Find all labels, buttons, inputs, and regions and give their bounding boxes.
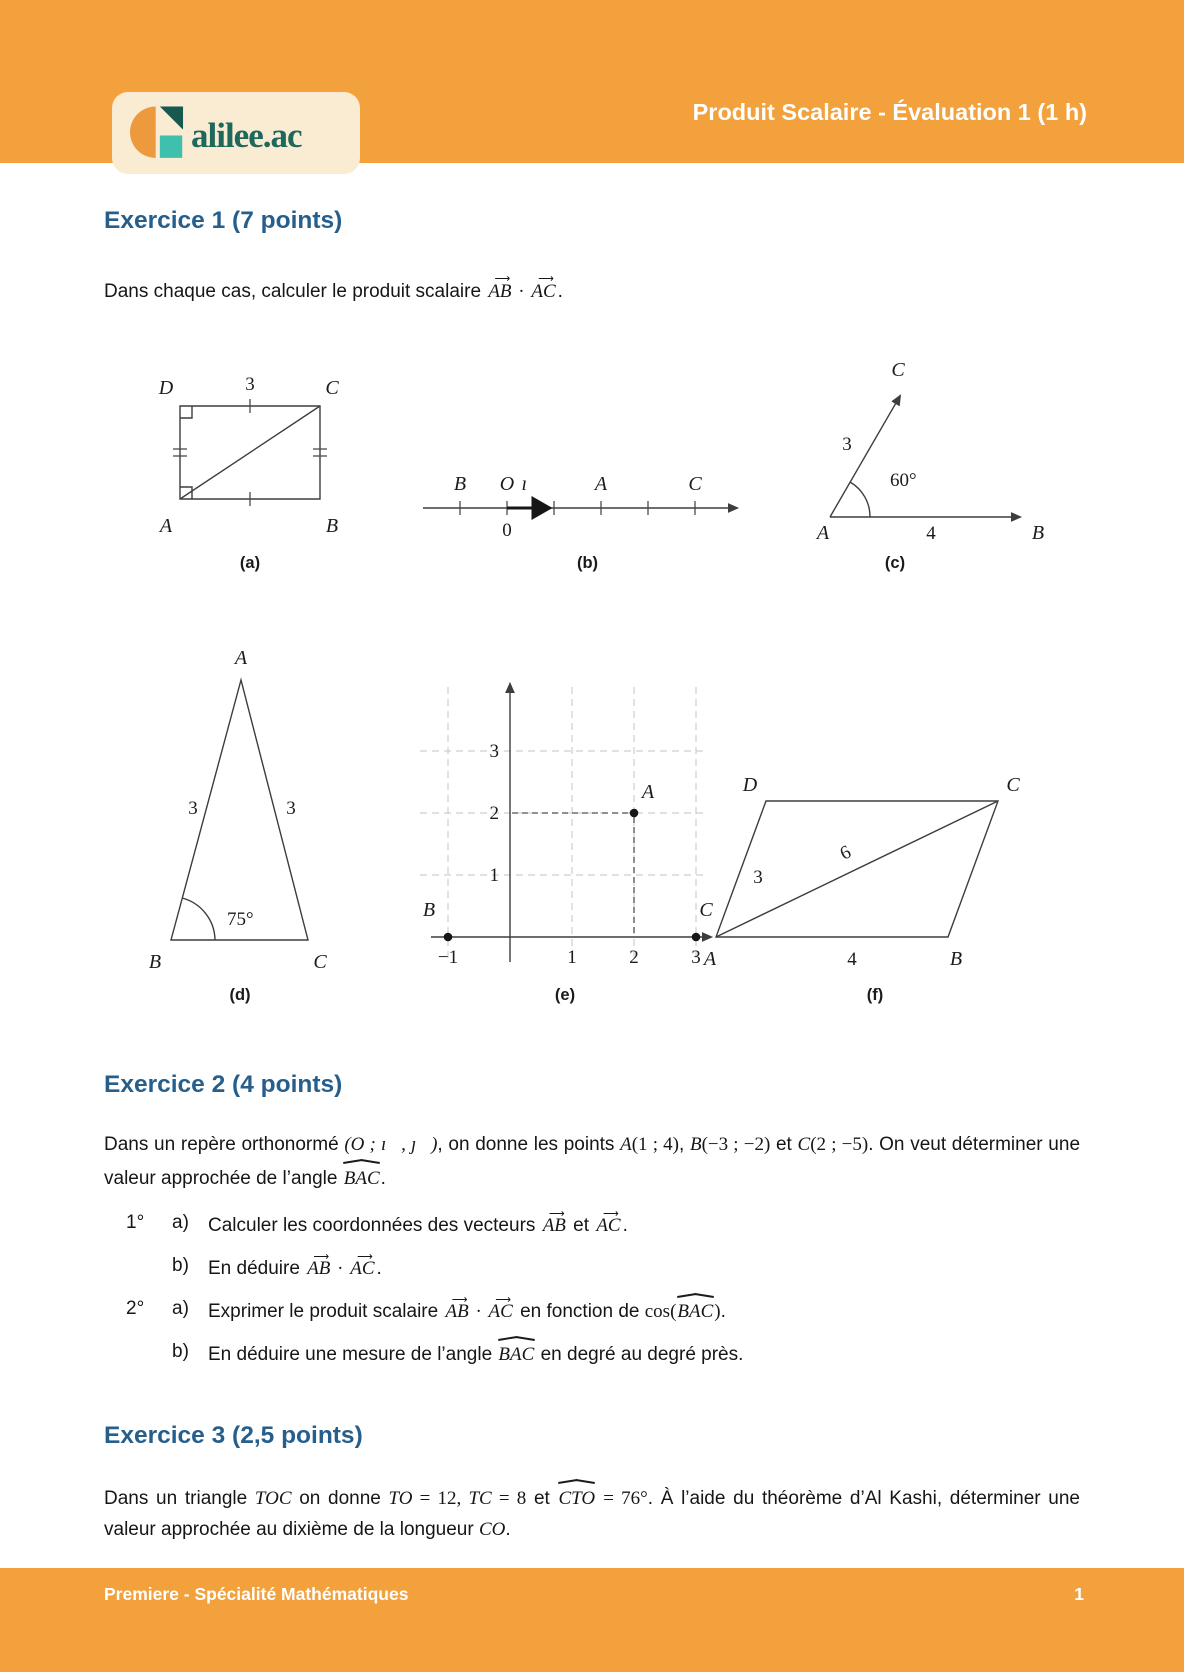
point-label-b: B — [325, 515, 339, 537]
length-label-right-3: 3 — [285, 798, 296, 819]
x-tick-minus1: −1 — [437, 947, 459, 968]
length-label-3: 3 — [753, 867, 763, 888]
figure-e-axes — [431, 684, 711, 962]
figure-a-lines — [180, 406, 320, 499]
figures-row-2 — [104, 609, 1080, 1005]
figure-a-caption: (a) — [239, 554, 261, 572]
logo-text: alilee.ac — [191, 116, 302, 155]
vector-ab: AB ⟶ — [443, 1294, 470, 1327]
question-letter: a) — [172, 1212, 189, 1233]
text-run: . — [376, 1258, 382, 1279]
point-b: B — [689, 1134, 702, 1155]
figure-e-gridlines — [420, 687, 708, 959]
figure-b — [415, 444, 760, 573]
angle-label-75: 75° — [226, 909, 254, 930]
text-run: . — [505, 1519, 511, 1540]
length-label-3: 3 — [842, 434, 852, 455]
text-run: . — [380, 1168, 386, 1189]
question-text — [208, 1208, 1080, 1241]
y-tick-2: 2 — [489, 803, 499, 824]
text-run: on donne — [291, 1488, 389, 1509]
point-label-a: A — [816, 522, 830, 544]
point-label-d: D — [158, 377, 174, 399]
point-label-a: A — [159, 515, 173, 537]
point-label-o: O — [499, 473, 515, 495]
text-run: . On veut déterminer une valeur approchée de l’angle — [104, 1134, 1081, 1189]
point-label-c: C — [325, 377, 339, 399]
page-header — [0, 0, 1184, 163]
figure-e — [410, 654, 720, 1005]
figure-a-drawing — [140, 364, 360, 544]
triangle-toc: TOC — [254, 1488, 292, 1509]
text-run: en fonction de — [514, 1301, 645, 1322]
origin-label-0: 0 — [502, 520, 512, 541]
figure-d — [140, 644, 340, 1005]
figure-f-caption: (f) — [866, 986, 884, 1004]
exercise2-section — [104, 1071, 1080, 1370]
vector-ab: AB ⟶ — [541, 1208, 568, 1241]
cos-close: ) — [714, 1301, 721, 1322]
exercise2-intro — [104, 1129, 1080, 1194]
figure-c — [735, 352, 1055, 573]
x-tick-1: 1 — [567, 947, 577, 968]
exercise1-section — [104, 163, 1080, 1005]
point-label-b: B — [453, 473, 467, 495]
page-number: 1 — [1074, 1584, 1084, 1604]
question-number: 1° — [126, 1212, 145, 1233]
question-number — [126, 1337, 172, 1370]
logo-g-icon — [130, 103, 188, 163]
document-title: Produit Scalaire - Évaluation 1 (1 h) — [692, 99, 1087, 125]
cos-open: cos( — [644, 1301, 677, 1322]
point-a-coords: (1 ; 4) — [631, 1134, 679, 1155]
figure-d-drawing — [143, 644, 338, 976]
logo — [112, 92, 360, 174]
point-label-c: C — [891, 359, 905, 381]
footer-course-label: Premiere - Spécialité Mathématiques — [104, 1584, 409, 1604]
question-2a — [104, 1294, 1080, 1327]
point-a: A — [620, 1134, 632, 1155]
figure-f — [700, 761, 1050, 1005]
point-label-a: A — [641, 781, 655, 803]
text-run: et — [526, 1488, 558, 1509]
length-tc: TC — [468, 1488, 492, 1509]
text-run: Dans un repère orthonormé — [104, 1134, 345, 1155]
text-run: . — [720, 1301, 726, 1322]
question-letter: b) — [172, 1255, 189, 1276]
vector-ab: AB ⟶ — [486, 273, 513, 307]
question-2b — [104, 1337, 1080, 1370]
unit-vector-i-label: ı⃗ — [521, 473, 543, 495]
text-run: . — [557, 281, 563, 302]
figure-a — [140, 364, 360, 573]
angle-bac: BAC — [343, 1160, 381, 1194]
exercise1-intro — [104, 273, 1080, 307]
figure-c-drawing — [735, 352, 1055, 544]
figure-c-lines — [830, 396, 1020, 517]
point-label-c: C — [699, 899, 713, 921]
figure-e-caption: (e) — [554, 986, 576, 1004]
question-text — [208, 1251, 1080, 1284]
figure-b-caption: (b) — [576, 554, 599, 572]
x-tick-2: 2 — [629, 947, 639, 968]
text-run: . — [622, 1215, 628, 1236]
vector-ac: AC ⟶ — [594, 1208, 622, 1241]
dot-operator: · — [332, 1258, 349, 1279]
value-76: = 76° — [596, 1488, 648, 1509]
x-tick-3: 3 — [691, 947, 701, 968]
vector-ab: AB ⟶ — [305, 1251, 332, 1284]
document-body — [0, 163, 1184, 1545]
question-1b — [104, 1251, 1080, 1284]
frame-notation: (O ; ı⃗, ȷ⃗) — [344, 1134, 438, 1155]
question-1a — [104, 1208, 1080, 1241]
exercise2-heading: Exercice 2 (4 points) — [104, 1071, 343, 1098]
text-run: Calculer les coordonnées des vecteurs — [208, 1215, 541, 1236]
length-label-3: 3 — [245, 374, 255, 395]
length-to: TO — [388, 1488, 413, 1509]
angle-bac: BAC — [676, 1294, 714, 1327]
question-number — [126, 1251, 172, 1284]
figure-b-drawing — [415, 444, 760, 544]
length-label-4: 4 — [926, 523, 936, 544]
point-label-d: D — [742, 774, 758, 796]
point-label-c: C — [312, 951, 327, 973]
text-run: Exprimer le produit scalaire — [208, 1301, 444, 1322]
figures-row-1 — [104, 321, 1080, 573]
point-label-c: C — [688, 473, 702, 495]
exercise1-heading: Exercice 1 (7 points) — [104, 207, 343, 234]
question-number: 2° — [126, 1298, 145, 1319]
text-run: . À l’aide du théorème d’Al Kashi, déterminer une valeur approchée au dixième de la longueur — [104, 1488, 1080, 1540]
text-run: Dans un triangle — [104, 1488, 255, 1509]
text-run: , — [678, 1134, 690, 1155]
footer-content — [0, 1568, 1184, 1605]
angle-cto: CTO — [557, 1480, 596, 1514]
text-run: En déduire — [208, 1258, 306, 1279]
exercise3-text — [104, 1480, 1080, 1545]
vector-ac: AC ⟶ — [529, 273, 557, 307]
point-label-c: C — [1006, 774, 1020, 796]
figure-e-drawing — [415, 654, 715, 976]
point-label-a: A — [594, 473, 608, 495]
value-8: = 8 — [491, 1488, 527, 1509]
question-text — [208, 1337, 1080, 1370]
text-run: et — [567, 1215, 595, 1236]
exercise2-questions — [104, 1208, 1080, 1370]
question-letter: a) — [172, 1298, 189, 1319]
figure-c-caption: (c) — [884, 554, 906, 572]
y-tick-1: 1 — [489, 865, 499, 886]
figure-d-caption: (d) — [229, 986, 251, 1004]
length-label-4: 4 — [847, 949, 857, 970]
dot-operator: · — [513, 281, 530, 302]
point-c: C — [797, 1134, 811, 1155]
point-label-a: A — [703, 948, 717, 970]
vector-ac: AC ⟶ — [348, 1251, 376, 1284]
text-run: et — [770, 1134, 798, 1155]
point-c-coords: (2 ; −5) — [810, 1134, 869, 1155]
value-12: = 12, — [412, 1488, 469, 1509]
exercise3-section — [104, 1422, 1080, 1545]
question-text — [208, 1294, 1080, 1327]
text-run: Dans chaque cas, calculer le produit scalaire — [104, 281, 487, 302]
y-tick-3: 3 — [489, 741, 499, 762]
point-label-b: B — [148, 951, 161, 973]
text-run: En déduire une mesure de l’angle — [208, 1344, 498, 1365]
diagonal-label-6: 6 — [836, 841, 855, 865]
point-b-coords: (−3 ; −2) — [701, 1134, 771, 1155]
figure-f-drawing — [700, 761, 1050, 976]
dot-operator: · — [470, 1301, 487, 1322]
page-footer — [0, 1568, 1184, 1672]
point-label-b: B — [949, 948, 963, 970]
figure-e-coordinate-dashes — [512, 813, 634, 935]
length-label-left-3: 3 — [187, 798, 198, 819]
point-label-a: A — [234, 647, 247, 669]
point-label-b: B — [1031, 522, 1045, 544]
text-run: , on donne les points — [437, 1134, 621, 1155]
angle-label-60: 60° — [890, 470, 917, 491]
vector-ac: AC ⟶ — [487, 1294, 515, 1327]
exercise3-heading: Exercice 3 (2,5 points) — [104, 1422, 363, 1449]
question-letter: b) — [172, 1341, 189, 1362]
text-run: en degré au degré près. — [535, 1344, 744, 1365]
length-co: CO — [478, 1519, 506, 1540]
angle-bac: BAC — [497, 1337, 535, 1370]
point-label-b: B — [422, 899, 436, 921]
